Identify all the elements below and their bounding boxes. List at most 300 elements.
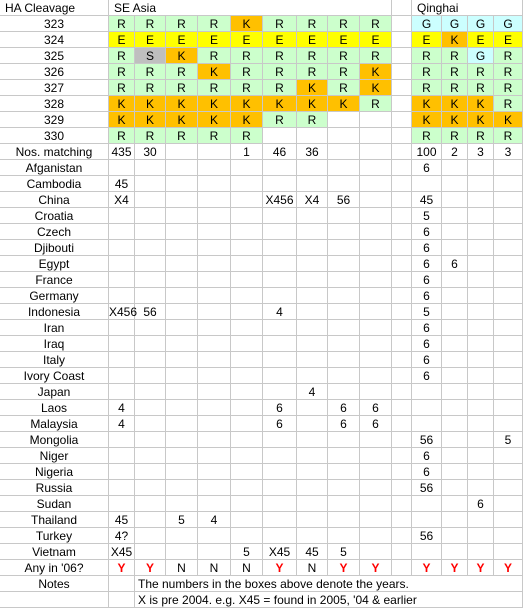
year-cell xyxy=(468,240,494,256)
year-cell xyxy=(166,352,198,368)
year-cell xyxy=(442,544,468,560)
year-cell: 6 xyxy=(412,160,442,176)
any-06-flag: Y xyxy=(412,560,442,576)
gap-cell xyxy=(392,448,412,464)
year-cell xyxy=(263,320,297,336)
year-cell xyxy=(231,400,263,416)
year-cell xyxy=(231,384,263,400)
year-cell xyxy=(166,176,198,192)
year-cell xyxy=(494,352,523,368)
year-cell xyxy=(297,288,328,304)
year-cell xyxy=(198,256,231,272)
aa-cell: K xyxy=(494,112,523,128)
matching-count xyxy=(166,144,198,160)
matching-count: 100 xyxy=(412,144,442,160)
aa-cell: K xyxy=(297,80,328,96)
country-label: China xyxy=(0,192,109,208)
year-cell xyxy=(297,496,328,512)
aa-cell: E xyxy=(360,32,392,48)
year-cell xyxy=(263,176,297,192)
aa-cell: E xyxy=(297,32,328,48)
year-cell: X456 xyxy=(109,305,138,319)
year-cell xyxy=(231,432,263,448)
year-cell xyxy=(263,240,297,256)
year-cell xyxy=(109,160,135,176)
year-cell xyxy=(297,224,328,240)
year-cell: 6 xyxy=(412,224,442,240)
aa-cell: K xyxy=(198,64,231,80)
year-cell xyxy=(198,448,231,464)
year-cell xyxy=(328,352,360,368)
aa-cell: R xyxy=(297,64,328,80)
aa-cell xyxy=(263,128,297,144)
year-cell xyxy=(166,256,198,272)
year-cell xyxy=(328,160,360,176)
aa-cell: R xyxy=(494,64,523,80)
aa-cell: S xyxy=(135,48,166,64)
year-cell xyxy=(231,160,263,176)
year-cell xyxy=(360,384,392,400)
aa-cell: K xyxy=(468,96,494,112)
year-cell xyxy=(442,528,468,544)
year-cell: 6 xyxy=(412,320,442,336)
country-label: Italy xyxy=(0,352,109,368)
year-cell xyxy=(231,416,263,432)
aa-cell: G xyxy=(494,16,523,32)
year-cell xyxy=(494,176,523,192)
year-cell xyxy=(494,368,523,384)
year-cell xyxy=(109,336,135,352)
any-06-flag: Y xyxy=(135,560,166,576)
aa-cell: R xyxy=(135,128,166,144)
year-cell xyxy=(166,208,198,224)
year-cell xyxy=(328,240,360,256)
gap-cell xyxy=(392,384,412,400)
year-cell xyxy=(494,480,523,496)
year-cell xyxy=(468,192,494,208)
header-se-asia: SE Asia xyxy=(109,0,392,16)
country-label: Egypt xyxy=(0,256,109,272)
year-cell: 6 xyxy=(360,400,392,416)
year-cell xyxy=(135,432,166,448)
year-cell xyxy=(412,400,442,416)
year-cell xyxy=(297,160,328,176)
aa-cell: R xyxy=(412,80,442,96)
gap-cell xyxy=(392,256,412,272)
country-label: Croatia xyxy=(0,208,109,224)
year-cell xyxy=(166,272,198,288)
year-cell xyxy=(263,352,297,368)
year-cell xyxy=(263,160,297,176)
aa-cell: K xyxy=(468,112,494,128)
year-cell xyxy=(135,192,166,208)
aa-cell: R xyxy=(166,64,198,80)
year-cell xyxy=(198,528,231,544)
year-cell: 6 xyxy=(412,464,442,480)
year-cell xyxy=(442,304,468,320)
year-cell xyxy=(468,528,494,544)
year-cell xyxy=(468,432,494,448)
gap-cell xyxy=(392,480,412,496)
aa-cell: K xyxy=(198,96,231,112)
year-cell xyxy=(360,256,392,272)
year-cell xyxy=(135,256,166,272)
year-cell xyxy=(135,240,166,256)
aa-cell: R xyxy=(468,64,494,80)
year-cell xyxy=(198,544,231,560)
year-cell xyxy=(494,256,523,272)
country-label: Thailand xyxy=(0,512,109,528)
year-cell xyxy=(198,320,231,336)
year-cell xyxy=(263,432,297,448)
year-cell: 6 xyxy=(263,400,297,416)
year-cell xyxy=(494,448,523,464)
year-cell xyxy=(328,304,360,320)
year-cell xyxy=(198,240,231,256)
year-cell xyxy=(263,208,297,224)
year-cell xyxy=(109,432,135,448)
country-label: Turkey xyxy=(0,528,109,544)
matching-count: 1 xyxy=(231,144,263,160)
gap-cell xyxy=(392,240,412,256)
aa-cell xyxy=(328,128,360,144)
matching-count xyxy=(328,144,360,160)
year-cell xyxy=(109,208,135,224)
matching-count: 435 xyxy=(109,144,135,160)
year-cell xyxy=(360,272,392,288)
aa-cell: R xyxy=(135,16,166,32)
year-cell xyxy=(360,288,392,304)
position-label: 325 xyxy=(0,48,109,64)
country-label: Afganistan xyxy=(0,160,109,176)
gap-cell xyxy=(392,352,412,368)
year-cell xyxy=(360,192,392,208)
aa-cell: R xyxy=(166,128,198,144)
year-cell xyxy=(231,288,263,304)
year-cell xyxy=(468,448,494,464)
year-cell xyxy=(135,464,166,480)
year-cell: 45 xyxy=(297,544,328,560)
gap-cell xyxy=(392,0,412,16)
year-cell xyxy=(297,208,328,224)
year-cell xyxy=(297,416,328,432)
year-cell xyxy=(442,176,468,192)
year-cell: 6 xyxy=(412,352,442,368)
year-cell xyxy=(297,432,328,448)
year-cell xyxy=(494,304,523,320)
year-cell xyxy=(231,368,263,384)
aa-cell: E xyxy=(231,32,263,48)
country-label: Djibouti xyxy=(0,240,109,256)
year-cell xyxy=(442,416,468,432)
gap-cell xyxy=(392,400,412,416)
position-label: 330 xyxy=(0,128,109,144)
year-cell xyxy=(135,288,166,304)
year-cell xyxy=(263,288,297,304)
position-label: 324 xyxy=(0,32,109,48)
year-cell: 56 xyxy=(412,480,442,496)
year-cell xyxy=(263,528,297,544)
year-cell xyxy=(166,464,198,480)
year-cell xyxy=(135,336,166,352)
year-cell: 6 xyxy=(412,368,442,384)
aa-cell: K xyxy=(135,96,166,112)
year-cell xyxy=(166,240,198,256)
year-cell xyxy=(297,240,328,256)
year-cell: 6 xyxy=(468,496,494,512)
year-cell xyxy=(297,320,328,336)
aa-cell: R xyxy=(297,48,328,64)
aa-cell: R xyxy=(328,16,360,32)
aa-cell: E xyxy=(494,32,523,48)
gap-cell xyxy=(392,288,412,304)
any-06-flag: Y xyxy=(263,560,297,576)
aa-cell: K xyxy=(412,96,442,112)
gap-cell xyxy=(392,32,412,48)
gap-cell xyxy=(392,304,412,320)
country-label: Ivory Coast xyxy=(0,368,109,384)
year-cell xyxy=(360,208,392,224)
year-cell xyxy=(412,544,442,560)
year-cell xyxy=(494,464,523,480)
year-cell xyxy=(231,448,263,464)
year-cell xyxy=(166,288,198,304)
year-cell xyxy=(297,528,328,544)
year-cell xyxy=(231,192,263,208)
country-label: Malaysia xyxy=(0,416,109,432)
year-cell xyxy=(442,336,468,352)
year-cell xyxy=(442,160,468,176)
gap-cell xyxy=(392,176,412,192)
year-cell xyxy=(198,400,231,416)
aa-cell: R xyxy=(166,16,198,32)
aa-cell: R xyxy=(198,16,231,32)
gap-cell xyxy=(392,160,412,176)
country-label: Indonesia xyxy=(0,304,109,320)
year-cell: 4 xyxy=(109,416,135,432)
aa-cell: E xyxy=(166,32,198,48)
year-cell xyxy=(328,464,360,480)
aa-cell: K xyxy=(231,16,263,32)
year-cell xyxy=(135,160,166,176)
year-cell xyxy=(231,464,263,480)
year-cell xyxy=(263,496,297,512)
gap-cell xyxy=(392,544,412,560)
year-cell xyxy=(412,384,442,400)
aa-cell: E xyxy=(328,32,360,48)
year-cell xyxy=(109,384,135,400)
year-cell: 4 xyxy=(263,304,297,320)
year-cell xyxy=(360,176,392,192)
year-cell xyxy=(166,336,198,352)
aa-cell: R xyxy=(109,16,135,32)
year-cell xyxy=(297,304,328,320)
year-cell xyxy=(297,400,328,416)
country-label: Japan xyxy=(0,384,109,400)
aa-cell: K xyxy=(166,112,198,128)
year-cell xyxy=(360,320,392,336)
aa-cell: R xyxy=(494,48,523,64)
country-label: Nigeria xyxy=(0,464,109,480)
year-cell: 6 xyxy=(263,416,297,432)
year-cell xyxy=(297,176,328,192)
year-cell xyxy=(198,432,231,448)
year-cell xyxy=(360,304,392,320)
year-cell xyxy=(442,320,468,336)
aa-cell: R xyxy=(263,48,297,64)
year-cell xyxy=(297,448,328,464)
year-cell: X4 xyxy=(297,192,328,208)
aa-cell: R xyxy=(198,80,231,96)
aa-cell xyxy=(328,112,360,128)
gap-cell xyxy=(392,512,412,528)
year-cell xyxy=(198,288,231,304)
aa-cell: R xyxy=(442,64,468,80)
year-cell xyxy=(328,336,360,352)
year-cell xyxy=(328,432,360,448)
year-cell xyxy=(468,416,494,432)
aa-cell: R xyxy=(297,112,328,128)
year-cell xyxy=(263,272,297,288)
year-cell xyxy=(198,208,231,224)
aa-cell: R xyxy=(360,16,392,32)
year-cell xyxy=(494,192,523,208)
year-cell xyxy=(198,160,231,176)
year-cell: 5 xyxy=(328,544,360,560)
year-cell xyxy=(468,208,494,224)
year-cell xyxy=(468,256,494,272)
year-cell: 5 xyxy=(231,544,263,560)
year-cell xyxy=(231,256,263,272)
any-06-flag: N xyxy=(166,560,198,576)
aa-cell: K xyxy=(231,96,263,112)
aa-cell: R xyxy=(412,48,442,64)
year-cell: 5 xyxy=(412,304,442,320)
aa-cell: R xyxy=(297,16,328,32)
year-cell xyxy=(328,256,360,272)
year-cell xyxy=(109,288,135,304)
year-cell xyxy=(109,448,135,464)
aa-cell xyxy=(360,128,392,144)
aa-cell: R xyxy=(328,48,360,64)
year-cell xyxy=(494,528,523,544)
aa-cell: K xyxy=(231,112,263,128)
year-cell xyxy=(297,512,328,528)
year-cell: 56 xyxy=(412,528,442,544)
year-cell xyxy=(360,496,392,512)
gap-cell xyxy=(392,128,412,144)
gap-cell xyxy=(392,496,412,512)
year-cell: 6 xyxy=(412,288,442,304)
country-label: Germany xyxy=(0,288,109,304)
gap-cell xyxy=(392,208,412,224)
country-label: Cambodia xyxy=(0,176,109,192)
country-label: Niger xyxy=(0,448,109,464)
aa-cell: R xyxy=(135,64,166,80)
year-cell xyxy=(442,448,468,464)
year-cell xyxy=(442,352,468,368)
year-cell xyxy=(442,224,468,240)
header-ha-cleavage: HA Cleavage xyxy=(0,0,109,16)
position-label: 328 xyxy=(0,96,109,112)
any-06-flag: Y xyxy=(328,560,360,576)
year-cell xyxy=(494,336,523,352)
matching-count: 46 xyxy=(263,144,297,160)
aa-cell: E xyxy=(412,32,442,48)
year-cell xyxy=(135,448,166,464)
year-cell xyxy=(494,240,523,256)
year-cell xyxy=(442,208,468,224)
aa-cell: R xyxy=(494,80,523,96)
year-cell xyxy=(198,304,231,320)
aa-cell: K xyxy=(109,112,135,128)
year-cell xyxy=(468,304,494,320)
year-cell xyxy=(328,448,360,464)
year-cell xyxy=(166,320,198,336)
year-cell xyxy=(468,400,494,416)
year-cell xyxy=(494,320,523,336)
year-cell: 4 xyxy=(109,400,135,416)
year-cell xyxy=(328,288,360,304)
position-label: 329 xyxy=(0,112,109,128)
gap-cell xyxy=(392,464,412,480)
year-cell: X4 xyxy=(109,192,135,208)
aa-cell: K xyxy=(297,96,328,112)
aa-cell: K xyxy=(442,96,468,112)
matching-count xyxy=(198,144,231,160)
year-cell xyxy=(328,224,360,240)
matching-count: 36 xyxy=(297,144,328,160)
aa-cell: R xyxy=(360,48,392,64)
year-cell xyxy=(198,224,231,240)
year-cell xyxy=(198,272,231,288)
country-label: Sudan xyxy=(0,496,109,512)
year-cell xyxy=(166,400,198,416)
year-cell xyxy=(442,272,468,288)
year-cell xyxy=(360,336,392,352)
year-cell xyxy=(198,464,231,480)
year-cell xyxy=(263,448,297,464)
year-cell xyxy=(263,336,297,352)
aa-cell: R xyxy=(468,80,494,96)
year-cell xyxy=(468,288,494,304)
year-cell xyxy=(360,464,392,480)
aa-cell: K xyxy=(198,112,231,128)
notes-line-1: The numbers in the boxes above denote the years. xyxy=(135,576,523,592)
year-cell xyxy=(494,384,523,400)
notes-label: Notes xyxy=(0,576,109,592)
position-label: 327 xyxy=(0,80,109,96)
year-cell xyxy=(166,528,198,544)
year-cell xyxy=(412,176,442,192)
year-cell xyxy=(442,432,468,448)
year-cell: 45 xyxy=(412,192,442,208)
year-cell xyxy=(135,544,166,560)
year-cell xyxy=(135,512,166,528)
any-06-flag: N xyxy=(231,560,263,576)
aa-cell: R xyxy=(442,128,468,144)
year-cell: 6 xyxy=(412,256,442,272)
year-cell xyxy=(166,416,198,432)
year-cell xyxy=(198,192,231,208)
year-cell xyxy=(231,352,263,368)
year-cell xyxy=(109,224,135,240)
aa-cell: K xyxy=(442,112,468,128)
year-cell xyxy=(468,160,494,176)
year-cell xyxy=(166,160,198,176)
aa-cell: E xyxy=(263,32,297,48)
aa-cell: K xyxy=(135,112,166,128)
